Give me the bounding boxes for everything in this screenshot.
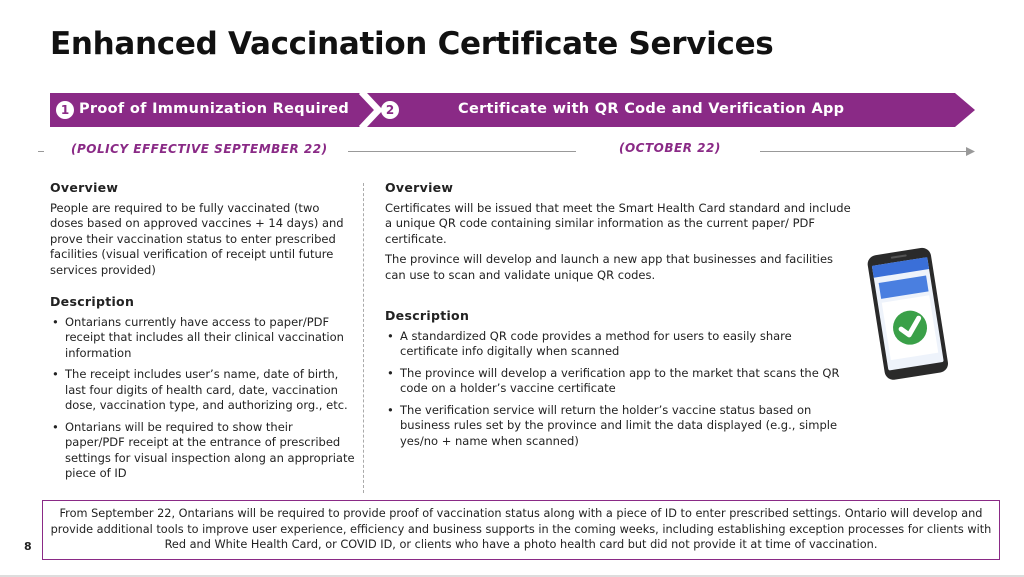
right-column — [385, 180, 855, 455]
phone-checkmark-icon — [862, 245, 952, 385]
right-overview-p1: Certificates will be issued that meet the Smart Health Card standard and include a unique QR code containing similar information as the current paper/ PDF certificate. — [385, 200, 851, 246]
page-title: Enhanced Vaccination Certificate Services — [50, 26, 774, 62]
process-banner — [50, 93, 975, 127]
timeline-label-left: (POLICY EFFECTIVE SEPTEMBER 22) — [71, 142, 328, 156]
step1-number: 1 — [56, 101, 74, 119]
left-bullet-list — [50, 315, 355, 482]
left-overview-heading: Overview — [50, 180, 119, 195]
list-item: • A standardized QR code provides a method for users to easily share certificate info digitally when scanned — [385, 329, 845, 360]
timeline-line-start — [38, 151, 44, 152]
list-item: • The verification service will return the holder’s vaccine status based on business rules set by the province and limit the data displayed (e.g., simple yes/no + name when scanned) — [385, 403, 845, 450]
step1-label: Proof of Immunization Required — [79, 101, 350, 117]
timeline-line-middle — [348, 151, 576, 152]
left-column — [50, 180, 355, 488]
page-number: 8 — [24, 540, 32, 553]
step2-label: Certificate with QR Code and Verification App — [458, 101, 845, 117]
right-bullet-list — [385, 329, 845, 450]
step2-number: 2 — [381, 101, 399, 119]
right-description-heading: Description — [385, 308, 470, 323]
list-item: • The receipt includes user’s name, date of birth, last four digits of health card, date, vaccination dose, vaccination type, and authorizing org., etc. — [50, 367, 355, 414]
list-item: • Ontarians will be required to show their paper/PDF receipt at the entrance of prescribed settings for visual inspection along an appropriate piece of ID — [50, 420, 355, 482]
list-item: • The province will develop a verification app to the market that scans the QR code on a holder’s vaccine certificate — [385, 366, 845, 397]
list-item: • Ontarians currently have access to paper/PDF receipt that includes all their clinical vaccination information — [50, 315, 355, 362]
right-overview-heading: Overview — [385, 180, 454, 195]
timeline-arrow-icon — [966, 147, 975, 156]
column-divider — [363, 183, 364, 493]
left-description-heading: Description — [50, 294, 135, 309]
footer-note: From September 22, Ontarians will be required to provide proof of vaccination status along with a piece of ID to enter prescribed settings. Ontario will develop and provide additional tools to improve user experience, efficiency and business supports in the coming weeks, including establishing exception processes for clients with Red and White Health Card, or COVID ID, or clients who have a photo health card but did not provide it at time of vaccination. — [42, 500, 1000, 560]
timeline-line-end — [760, 151, 968, 152]
timeline-label-right: (OCTOBER 22) — [619, 141, 721, 155]
right-overview-p2: The province will develop and launch a new app that businesses and facilities can use to scan and validate unique QR codes. — [385, 252, 834, 282]
left-overview-text: People are required to be fully vaccinated (two doses based on approved vaccines + 14 days) and prove their vaccination status to enter prescribed facilities (visual verification of receipt until future services provided) — [50, 200, 344, 277]
